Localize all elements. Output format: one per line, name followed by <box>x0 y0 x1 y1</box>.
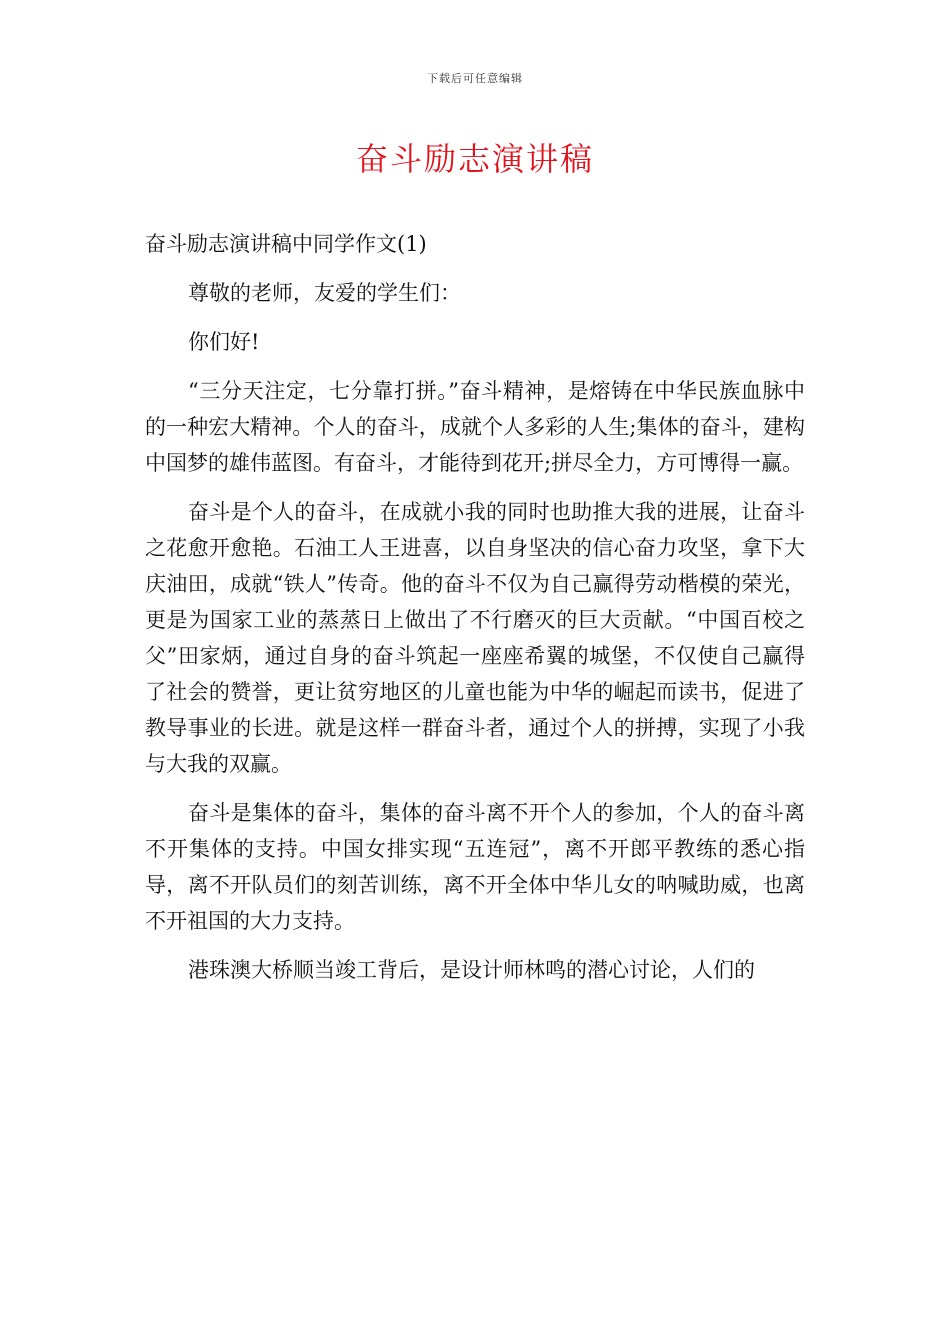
paragraph-hello: 你们好! <box>188 330 260 354</box>
header-note: 下载后可任意编辑 <box>427 72 523 85</box>
paragraph-collective-struggle: 奋斗是集体的奋斗，集体的奋斗离不开个人的参加，个人的奋斗离不开集体的支持。中国女排实现“五连冠”，离不开郎平教练的悉心指导，离不开队员们的刻苦训练，离不开全体中华儿女的呐喊助威，也离不开祖国的大力支持。 <box>145 801 805 933</box>
paragraph-individual-struggle: 奋斗是个人的奋斗，在成就小我的同时也助推大我的进展，让奋斗之花愈开愈艳。石油工人王进喜，以自身坚决的信心奋力攻坚，拿下大庆油田，成就“铁人”传奇。他的奋斗不仅为自己赢得劳动楷模的荣光，更是为国家工业的蒸蒸日上做出了不行磨灭的巨大贡献。“中国百校之父”田家炳，通过自身的奋斗筑起一座座希翼的城堡，不仅使自己赢得了社会的赞誉，更让贫穷地区的儿童也能为中华的崛起而读书，促进了教导事业的长进。就是这样一群奋斗者，通过个人的拼搏，实现了小我与大我的双赢。 <box>145 500 805 776</box>
paragraph-bridge: 港珠澳大桥顺当竣工背后，是设计师林鸣的潜心讨论，人们的 <box>188 958 755 982</box>
document-title: 奋斗励志演讲稿 <box>355 140 594 178</box>
document-body <box>145 226 805 1001</box>
paragraph-intro: “三分天注定，七分靠打拼。”奋斗精神，是熔铸在中华民族血脉中的一种宏大精神。个人的奋斗，成就个人多彩的人生;集体的奋斗，建构中国梦的雄伟蓝图。有奋斗，才能待到花开;拼尽全力，方可博得一赢。 <box>145 379 805 475</box>
paragraph-greeting: 尊敬的老师，友爱的学生们： <box>188 281 461 305</box>
document-subtitle: 奋斗励志演讲稿中同学作文(1) <box>145 232 427 256</box>
